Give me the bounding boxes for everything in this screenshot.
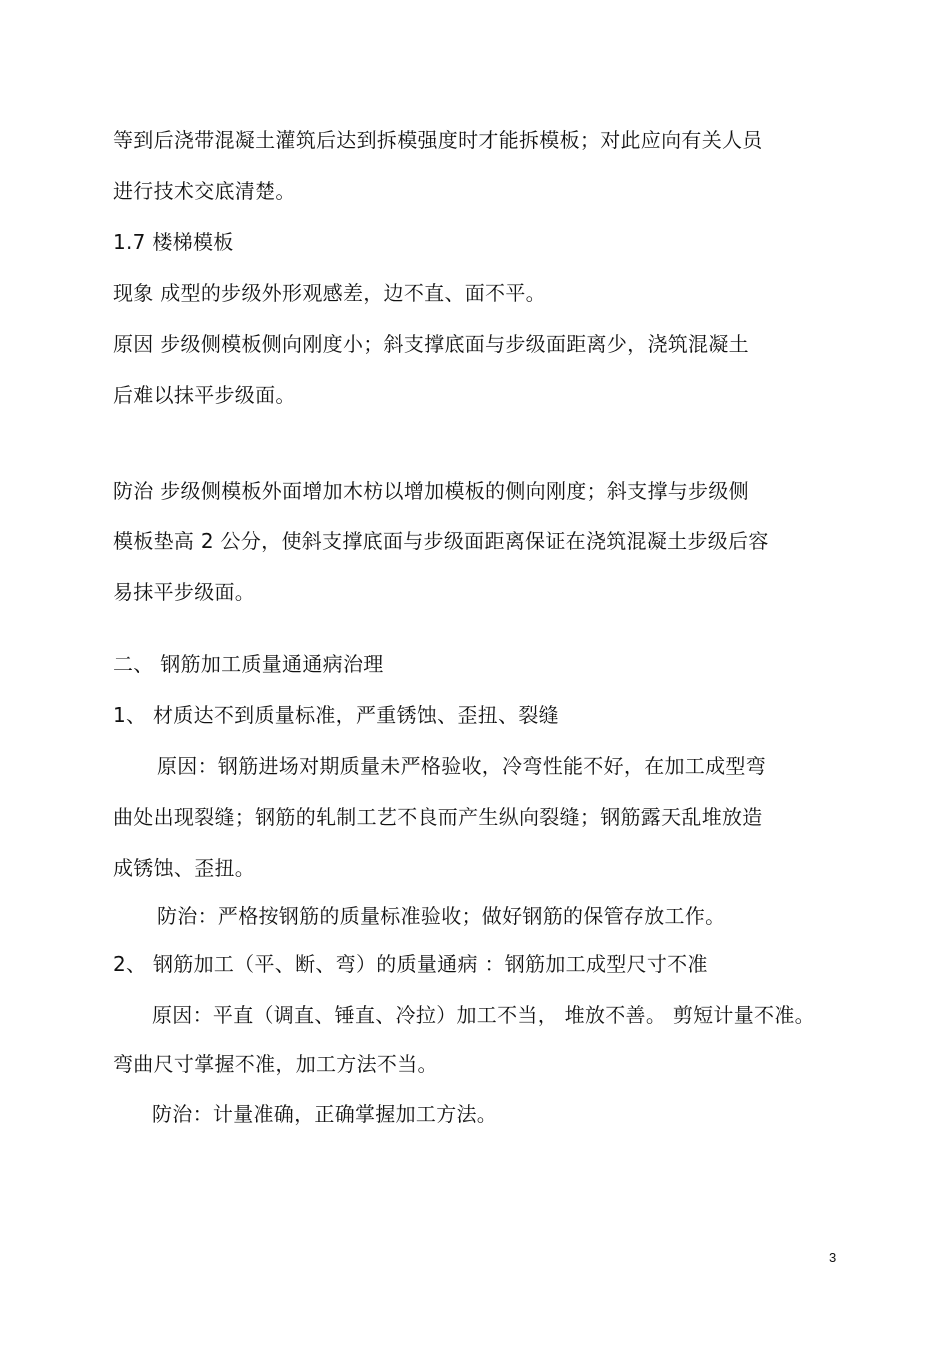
text-line-item1-cause-cont-1: 曲处出现裂缝；钢筋的轧制工艺不良而产生纵向裂缝；钢筋露天乱堆放造 bbox=[113, 805, 763, 829]
text-line-phenomenon: 现象 成型的步级外形观感差，边不直、面不平。 bbox=[113, 281, 546, 305]
text-line-prevention-cont-2: 易抹平步级面。 bbox=[113, 580, 256, 604]
text-line-1: 等到后浇带混凝土灌筑后达到拆模强度时才能拆模板；对此应向有关人员 bbox=[113, 128, 763, 152]
page-number: 3 bbox=[829, 1250, 837, 1265]
text-line-cause: 原因 步级侧模板侧向刚度小；斜支撑底面与步级面距离少，浇筑混凝土 bbox=[113, 332, 749, 356]
section-heading-rebar: 二、 钢筋加工质量通通病治理 bbox=[113, 652, 384, 676]
item-heading-1: 1、 材质达不到质量标准，严重锈蚀、歪扭、裂缝 bbox=[113, 703, 559, 727]
text-line-item2-cause-cont: 弯曲尺寸掌握不准，加工方法不当。 bbox=[113, 1052, 438, 1076]
text-line-item2-prevention: 防治：计量准确，正确掌握加工方法。 bbox=[152, 1102, 498, 1126]
text-line-prevention: 防治 步级侧模板外面增加木枋以增加模板的侧向刚度；斜支撑与步级侧 bbox=[113, 479, 749, 503]
text-line-prevention-cont-1: 模板垫高 2 公分，使斜支撑底面与步级面距离保证在浇筑混凝土步级后容 bbox=[113, 529, 769, 553]
section-heading-stair-formwork: 1.7 楼梯模板 bbox=[113, 230, 234, 254]
text-line-2: 进行技术交底清楚。 bbox=[113, 179, 296, 203]
text-line-item1-cause-cont-2: 成锈蚀、歪扭。 bbox=[113, 856, 256, 880]
text-line-cause-cont: 后难以抹平步级面。 bbox=[113, 383, 296, 407]
text-line-item2-cause: 原因：平直（调直、锤直、冷拉）加工不当， 堆放不善。 剪短计量不准。 bbox=[152, 1003, 815, 1027]
text-line-item1-prevention: 防治：严格按钢筋的质量标准验收；做好钢筋的保管存放工作。 bbox=[157, 904, 726, 928]
text-line-item1-cause: 原因：钢筋进场对期质量未严格验收，冷弯性能不好，在加工成型弯 bbox=[157, 754, 766, 778]
item-heading-2: 2、 钢筋加工（平、断、弯）的质量通病 ：钢筋加工成型尺寸不准 bbox=[113, 952, 708, 976]
